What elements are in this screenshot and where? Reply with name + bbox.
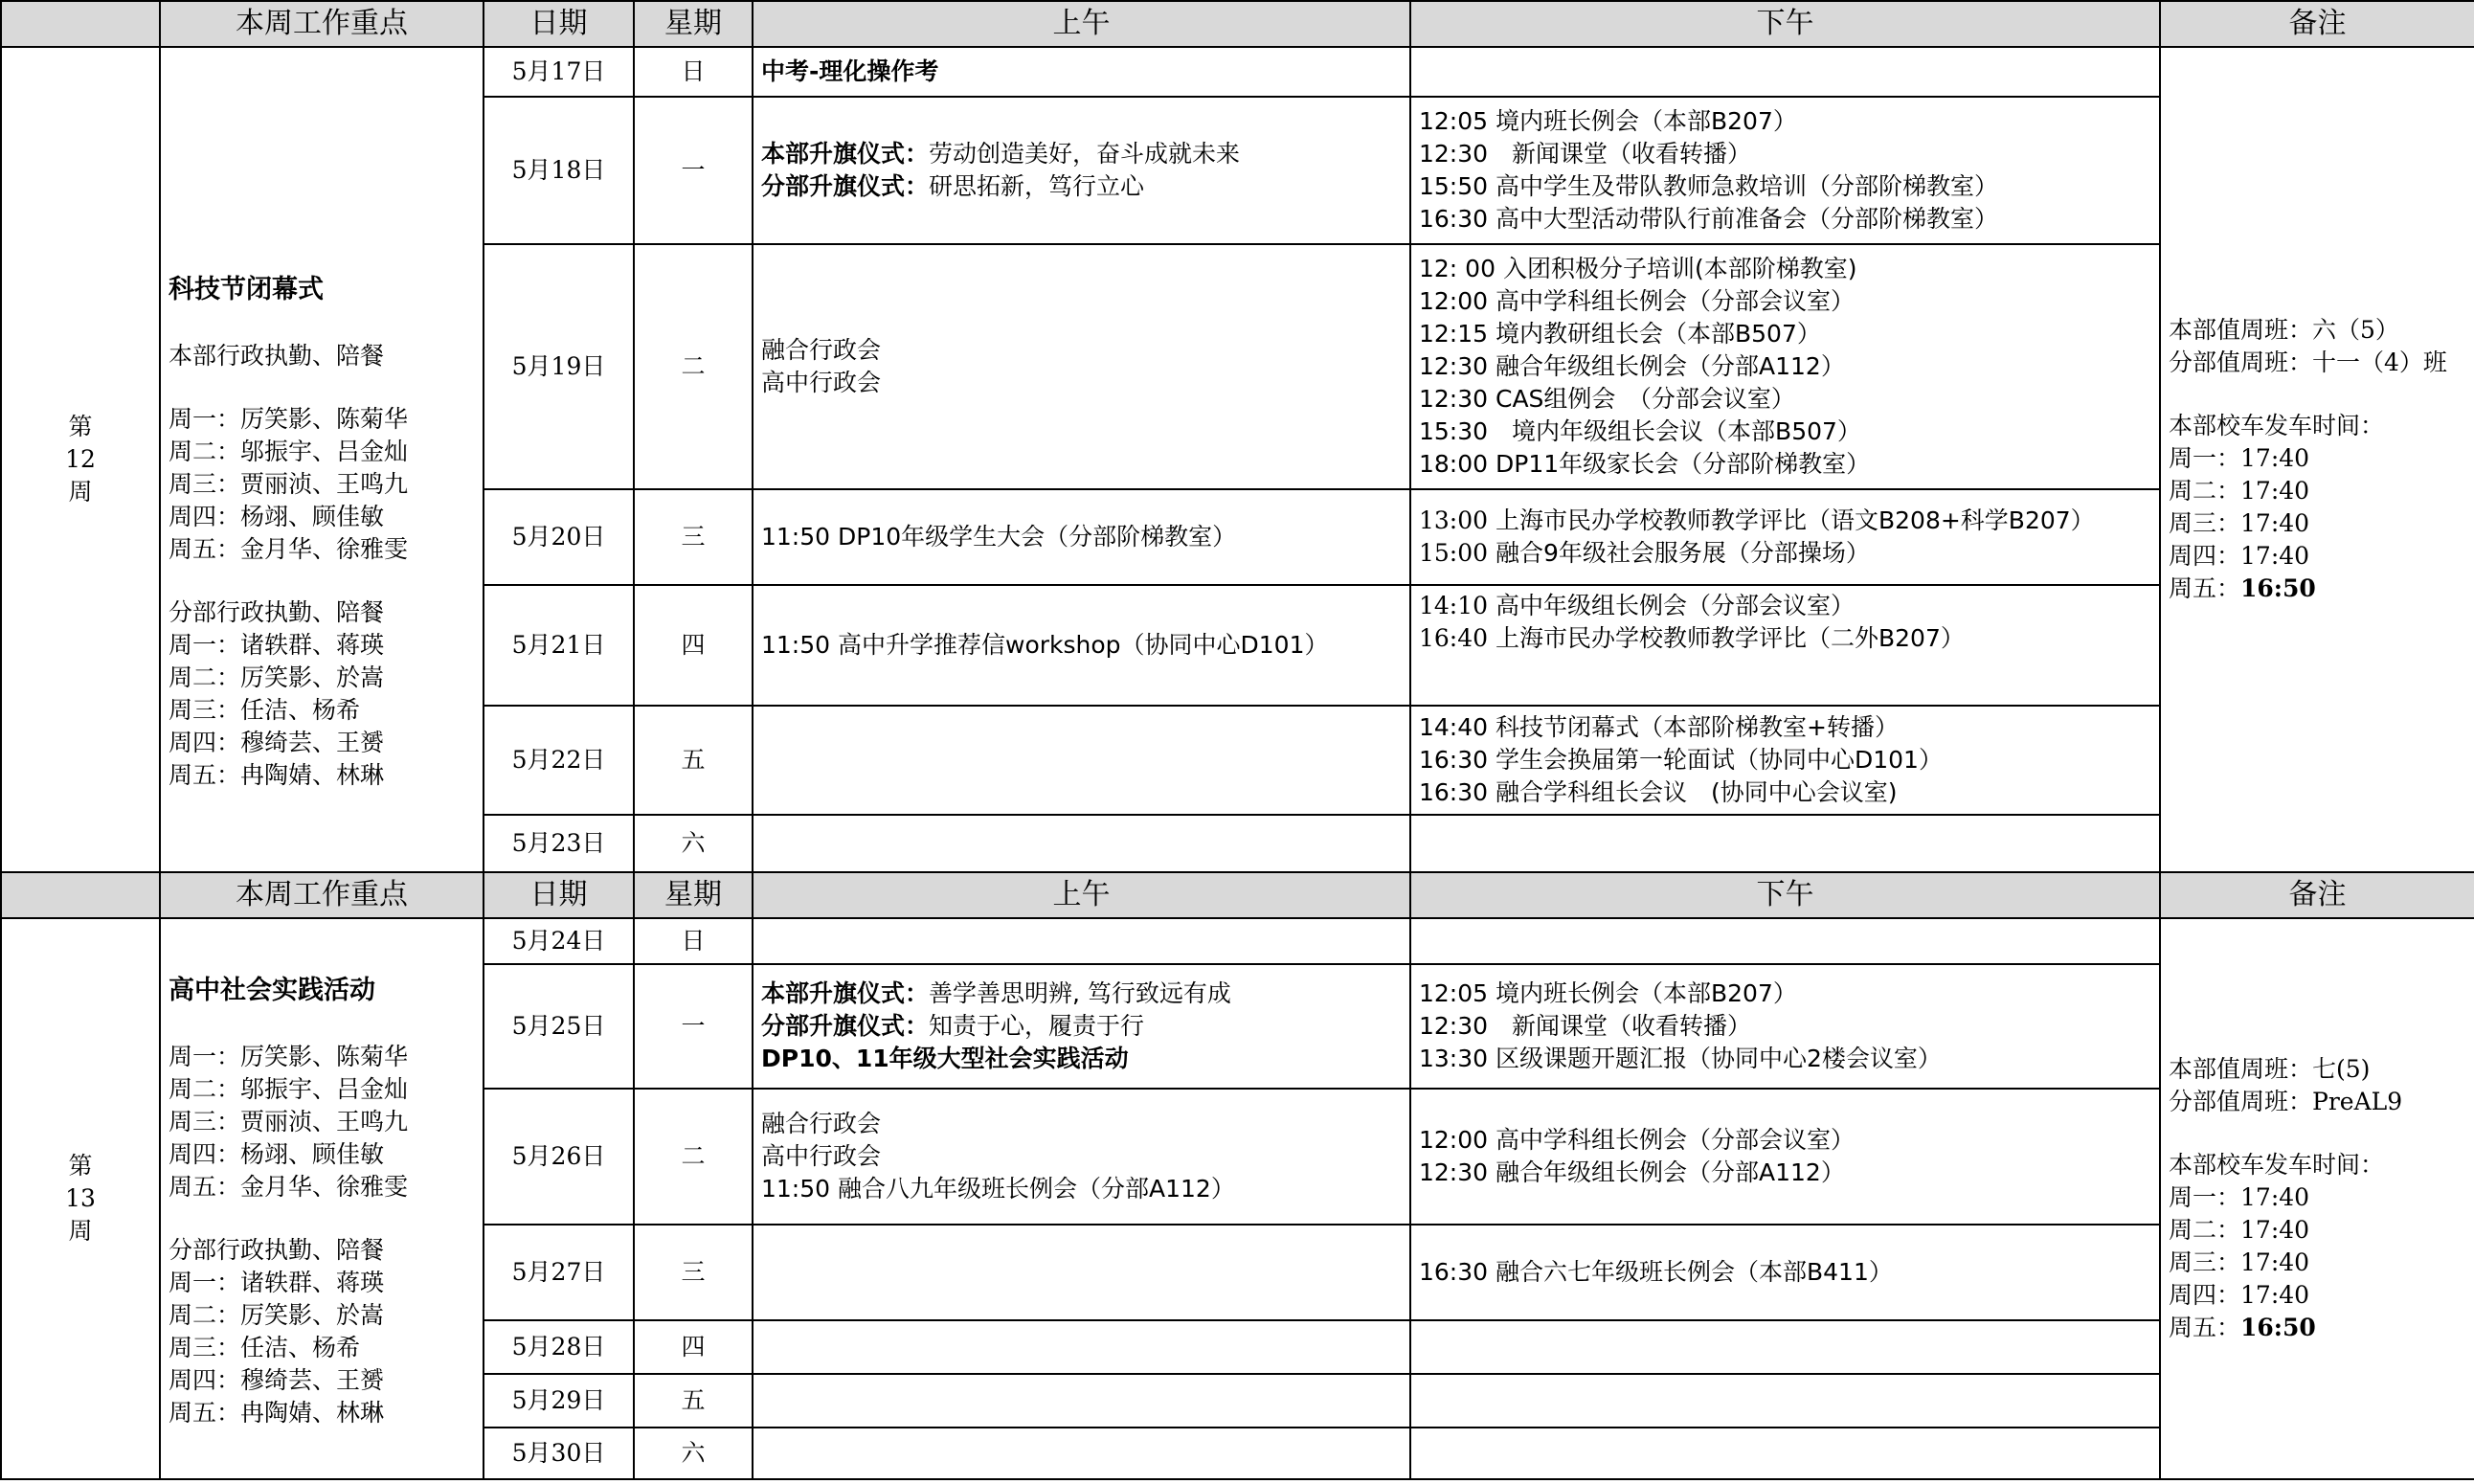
afternoon-cell	[1410, 815, 2160, 872]
week-label: 第 12 周	[1, 47, 160, 872]
weekday-cell: 四	[634, 1320, 753, 1374]
date-cell: 5月24日	[484, 918, 634, 964]
morning-cell	[753, 1374, 1410, 1428]
afternoon-cell: 12:05 境内班长例会（本部B207） 12:30 新闻课堂（收看转播） 15:50 高中学生及带队教师急救培训（分部阶梯教室） 16:30 高中大型活动带队行前准备会（分部阶梯教室）	[1410, 97, 2160, 244]
morning-cell	[753, 815, 1410, 872]
date-cell: 5月23日	[484, 815, 634, 872]
header-afternoon: 下午	[1410, 872, 2160, 918]
table-row	[1, 918, 2474, 964]
weekday-cell: 一	[634, 97, 753, 244]
afternoon-cell: 14:10 高中年级组长例会（分部会议室） 16:40 上海市民办学校教师教学评比（二外B207）	[1410, 585, 2160, 706]
header-row	[1, 1, 2474, 47]
weekday-cell: 二	[634, 1089, 753, 1225]
morning-cell: 11:50 DP10年级学生大会（分部阶梯教室）	[753, 489, 1410, 585]
week-focus: 科技节闭幕式 本部行政执勤、陪餐 周一：厉笑影、陈菊华 周二：邬振宇、吕金灿 周三：贾丽浈、王鸣九 周四：杨翊、顾佳敏 周五：金月华、徐雅雯 分部行政执勤、陪餐 周一：诸轶群、蒋瑛 周二：厉笑影、於嵩 周三：任洁、杨希 周四：穆绮芸、王赟 周五：冉陶婧、林琳	[160, 47, 484, 872]
date-cell: 5月17日	[484, 47, 634, 97]
afternoon-cell: 16:30 融合六七年级班长例会（本部B411）	[1410, 1225, 2160, 1320]
afternoon-cell	[1410, 1320, 2160, 1374]
morning-cell	[753, 706, 1410, 815]
week-focus: 高中社会实践活动 周一：厉笑影、陈菊华 周二：邬振宇、吕金灿 周三：贾丽浈、王鸣九 周四：杨翊、顾佳敏 周五：金月华、徐雅雯 分部行政执勤、陪餐 周一：诸轶群、蒋瑛 周二：厉笑影、於嵩 周三：任洁、杨希 周四：穆绮芸、王赟 周五：冉陶婧、林琳	[160, 918, 484, 1479]
date-cell: 5月21日	[484, 585, 634, 706]
afternoon-cell: 12:00 高中学科组长例会（分部会议室） 12:30 融合年级组长例会（分部A112）	[1410, 1089, 2160, 1225]
morning-cell	[753, 1428, 1410, 1479]
table-row	[1, 47, 2474, 97]
weekday-cell: 三	[634, 489, 753, 585]
header-remark: 备注	[2160, 872, 2474, 918]
morning-cell: 中考-理化操作考	[753, 47, 1410, 97]
header-weekday: 星期	[634, 872, 753, 918]
header-morning: 上午	[753, 872, 1410, 918]
header-blank	[1, 872, 160, 918]
date-cell: 5月18日	[484, 97, 634, 244]
morning-cell	[753, 1225, 1410, 1320]
date-cell: 5月19日	[484, 244, 634, 489]
date-cell: 5月26日	[484, 1089, 634, 1225]
weekday-cell: 日	[634, 918, 753, 964]
header-date: 日期	[484, 1, 634, 47]
header-afternoon: 下午	[1410, 1, 2160, 47]
header-blank	[1, 1, 160, 47]
afternoon-cell	[1410, 918, 2160, 964]
header-row	[1, 872, 2474, 918]
date-cell: 5月27日	[484, 1225, 634, 1320]
weekday-cell: 日	[634, 47, 753, 97]
focus-title: 高中社会实践活动	[169, 976, 375, 1005]
weekday-cell: 六	[634, 1428, 753, 1479]
weekday-cell: 五	[634, 706, 753, 815]
weekday-cell: 三	[634, 1225, 753, 1320]
weekday-cell: 一	[634, 964, 753, 1089]
afternoon-cell	[1410, 47, 2160, 97]
morning-cell: 本部升旗仪式：善学善思明辨, 笃行致远有成 分部升旗仪式：知责于心，履责于行 DP10、11年级大型社会实践活动	[753, 964, 1410, 1089]
morning-cell: 本部升旗仪式：劳动创造美好，奋斗成就未来 分部升旗仪式：研思拓新，笃行立心	[753, 97, 1410, 244]
weekday-cell: 六	[634, 815, 753, 872]
date-cell: 5月28日	[484, 1320, 634, 1374]
header-date: 日期	[484, 872, 634, 918]
afternoon-cell: 13:00 上海市民办学校教师教学评比（语文B208+科学B207） 15:00 融合9年级社会服务展（分部操场）	[1410, 489, 2160, 585]
afternoon-cell: 14:40 科技节闭幕式（本部阶梯教室+转播） 16:30 学生会换届第一轮面试（协同中心D101） 16:30 融合学科组长会议 (协同中心会议室)	[1410, 706, 2160, 815]
header-weekday: 星期	[634, 1, 753, 47]
morning-cell: 融合行政会 高中行政会 11:50 融合八九年级班长例会（分部A112）	[753, 1089, 1410, 1225]
weekday-cell: 四	[634, 585, 753, 706]
date-cell: 5月20日	[484, 489, 634, 585]
afternoon-cell: 12: 00 入团积极分子培训(本部阶梯教室) 12:00 高中学科组长例会（分部会议室） 12:15 境内教研组长会（本部B507） 12:30 融合年级组长例会（分部A112） 12:30 CAS组例会 （分部会议室） 15:30 境内年级组长会议（本部B507） 18:00 DP11年级家长会（分部阶梯教室）	[1410, 244, 2160, 489]
date-cell: 5月25日	[484, 964, 634, 1089]
afternoon-cell: 12:05 境内班长例会（本部B207） 12:30 新闻课堂（收看转播） 13:30 区级课题开题汇报（协同中心2楼会议室）	[1410, 964, 2160, 1089]
morning-cell	[753, 1320, 1410, 1374]
header-focus: 本周工作重点	[160, 872, 484, 918]
focus-title: 科技节闭幕式	[169, 275, 324, 304]
header-focus: 本周工作重点	[160, 1, 484, 47]
weekday-cell: 二	[634, 244, 753, 489]
header-morning: 上午	[753, 1, 1410, 47]
date-cell: 5月22日	[484, 706, 634, 815]
remark-cell: 本部值周班：七(5) 分部值周班：PreAL9 本部校车发车时间： 周一：17:40 周二：17:40 周三：17:40 周四：17:40 周五：16:50	[2160, 918, 2474, 1479]
morning-cell: 融合行政会 高中行政会	[753, 244, 1410, 489]
morning-cell: 11:50 高中升学推荐信workshop（协同中心D101）	[753, 585, 1410, 706]
date-cell: 5月29日	[484, 1374, 634, 1428]
afternoon-cell	[1410, 1428, 2160, 1479]
morning-cell	[753, 918, 1410, 964]
afternoon-cell	[1410, 1374, 2160, 1428]
week-label: 第 13 周	[1, 918, 160, 1479]
remark-cell: 本部值周班：六（5） 分部值周班：十一（4）班 本部校车发车时间： 周一：17:40 周二：17:40 周三：17:40 周四：17:40 周五：16:50	[2160, 47, 2474, 872]
date-cell: 5月30日	[484, 1428, 634, 1479]
header-remark: 备注	[2160, 1, 2474, 47]
weekday-cell: 五	[634, 1374, 753, 1428]
